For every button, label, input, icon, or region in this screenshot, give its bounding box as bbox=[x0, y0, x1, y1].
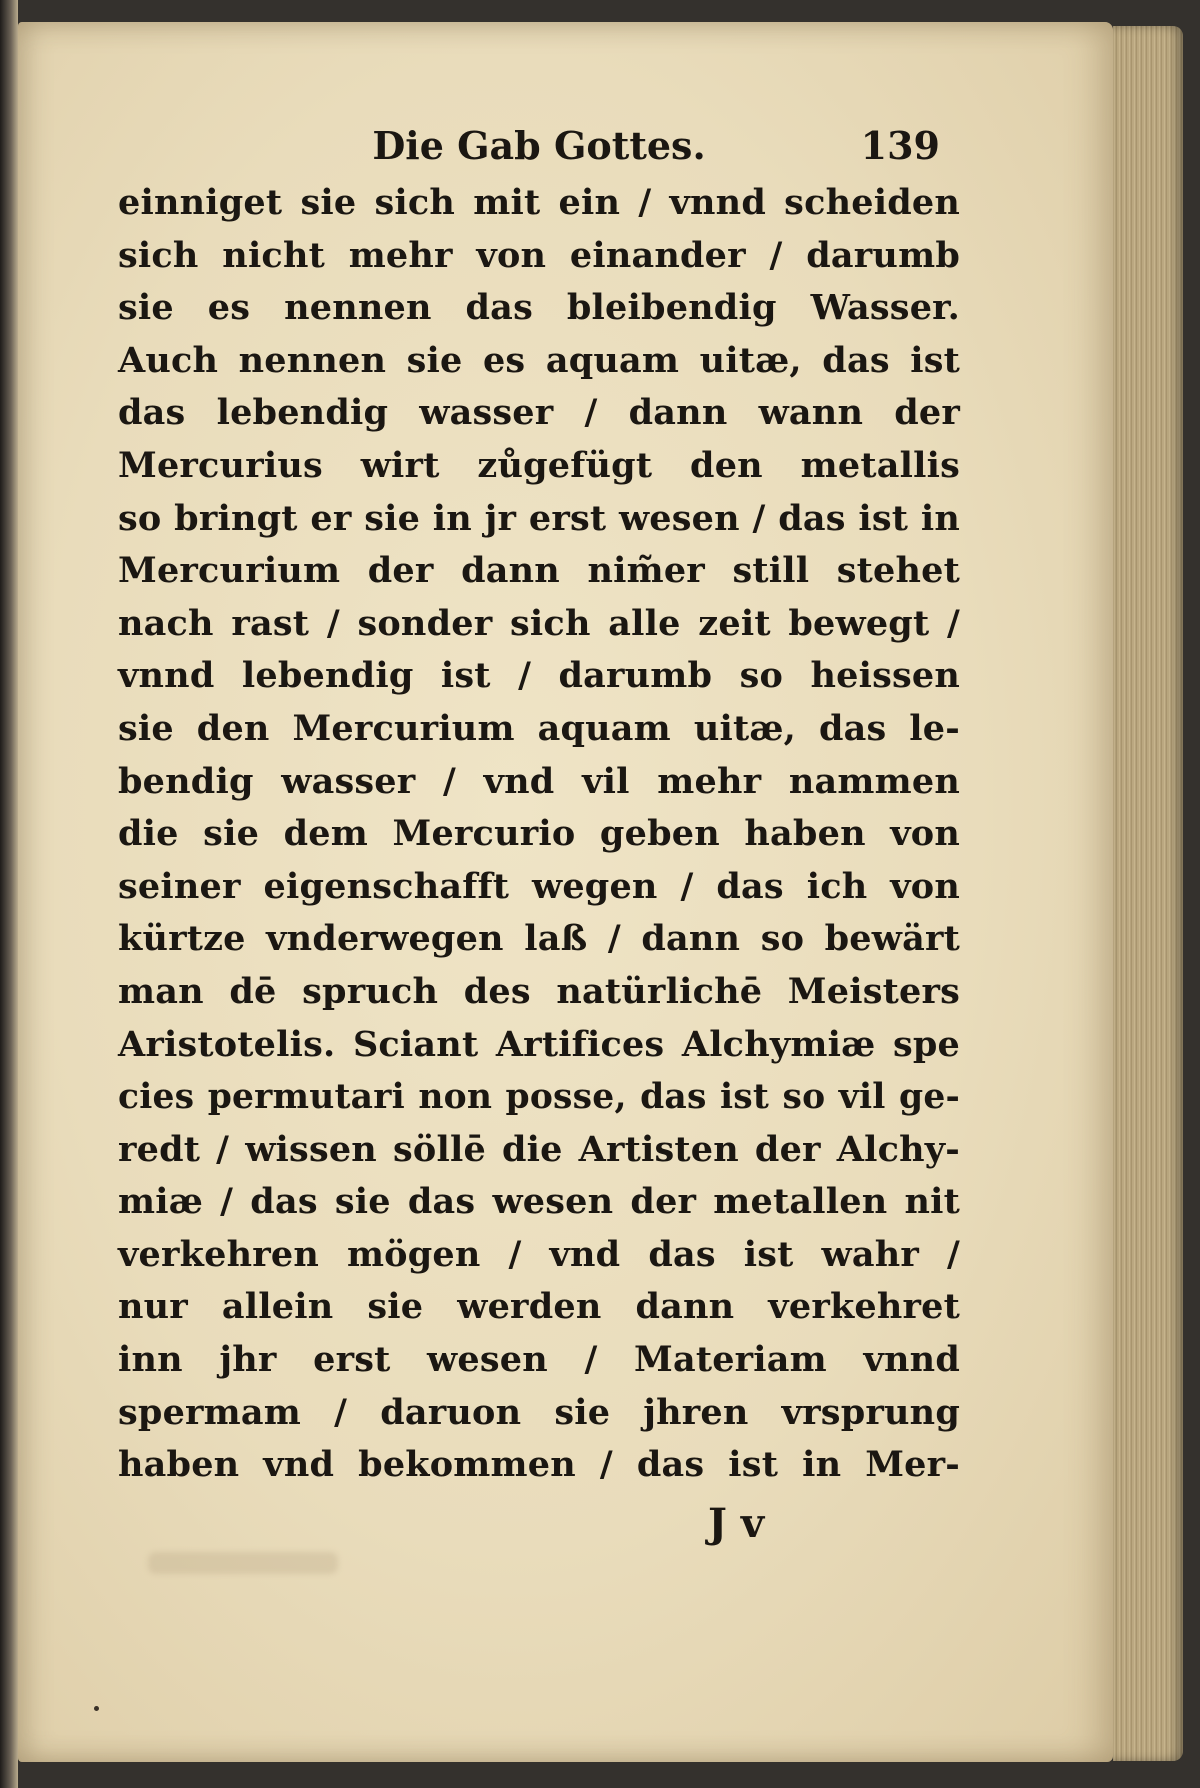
text-line: miæ / das sie das wesen der metallen nit bbox=[118, 1181, 960, 1223]
text-block bbox=[118, 115, 960, 1552]
text-line: Mercurius wirt zůgefügt den metallis bbox=[118, 444, 960, 486]
text-line: sie den Mercurium aquam uitæ, das le- bbox=[118, 707, 960, 749]
text-line: haben vnd bekommen / das ist in Mer- bbox=[118, 1444, 960, 1486]
text-line: das lebendig wasser / dann wann der bbox=[118, 392, 960, 434]
text-line: einniget sie sich mit ein / vnnd scheiden bbox=[118, 182, 960, 223]
text-line: spermam / daruon sie jhren vrsprung bbox=[118, 1391, 960, 1433]
text-line: Auch nennen sie es aquam uitæ, das ist bbox=[118, 339, 960, 381]
text-line: bendig wasser / vnd vil mehr nammen bbox=[118, 760, 960, 802]
text-line: cies permutari non posse, das ist so vil ge- bbox=[118, 1077, 960, 1118]
running-head bbox=[118, 115, 960, 177]
text-line: man dē spruch des natürlichē Meisters bbox=[118, 970, 960, 1012]
text-line: die sie dem Mercurio geben haben von bbox=[118, 813, 960, 855]
text-line: nach rast / sonder sich alle zeit bewegt / bbox=[118, 602, 960, 644]
text-line: verkehren mögen / vnd das ist wahr / bbox=[118, 1233, 960, 1275]
text-line: vnnd lebendig ist / darumb so heissen bbox=[118, 655, 960, 697]
ink-show-through bbox=[148, 1552, 338, 1574]
body-text bbox=[118, 177, 960, 1492]
signature-mark bbox=[118, 1492, 960, 1552]
text-line: so bringt er sie in jr erst wesen / das ist in bbox=[118, 497, 960, 539]
facing-page-edge bbox=[0, 0, 18, 1788]
text-line: sich nicht mehr von einander / darumb bbox=[118, 234, 960, 276]
text-line: nur allein sie werden dann verkehret bbox=[118, 1286, 960, 1328]
text-line: Mercurium der dann nim̃er still stehet bbox=[118, 550, 960, 592]
page-number: 139 bbox=[860, 123, 940, 168]
text-line: seiner eigenschafft wegen / das ich von bbox=[118, 865, 960, 907]
text-line: inn jhr erst wesen / Materiam vnnd bbox=[118, 1339, 960, 1381]
text-line: sie es nennen das bleibendig Wasser. bbox=[118, 287, 960, 329]
running-title: Die Gab Gottes. bbox=[372, 123, 706, 168]
text-line: kürtze vnderwegen laß / dann so bewärt bbox=[118, 918, 960, 960]
book-fore-edge bbox=[1113, 26, 1183, 1761]
paper-speck bbox=[94, 1706, 99, 1711]
text-line: redt / wissen söllē die Artisten der Alchy- bbox=[118, 1128, 960, 1170]
signature-text: J v bbox=[708, 1499, 765, 1547]
text-line: Aristotelis. Sciant Artifices Alchymiæ spe bbox=[118, 1023, 960, 1065]
